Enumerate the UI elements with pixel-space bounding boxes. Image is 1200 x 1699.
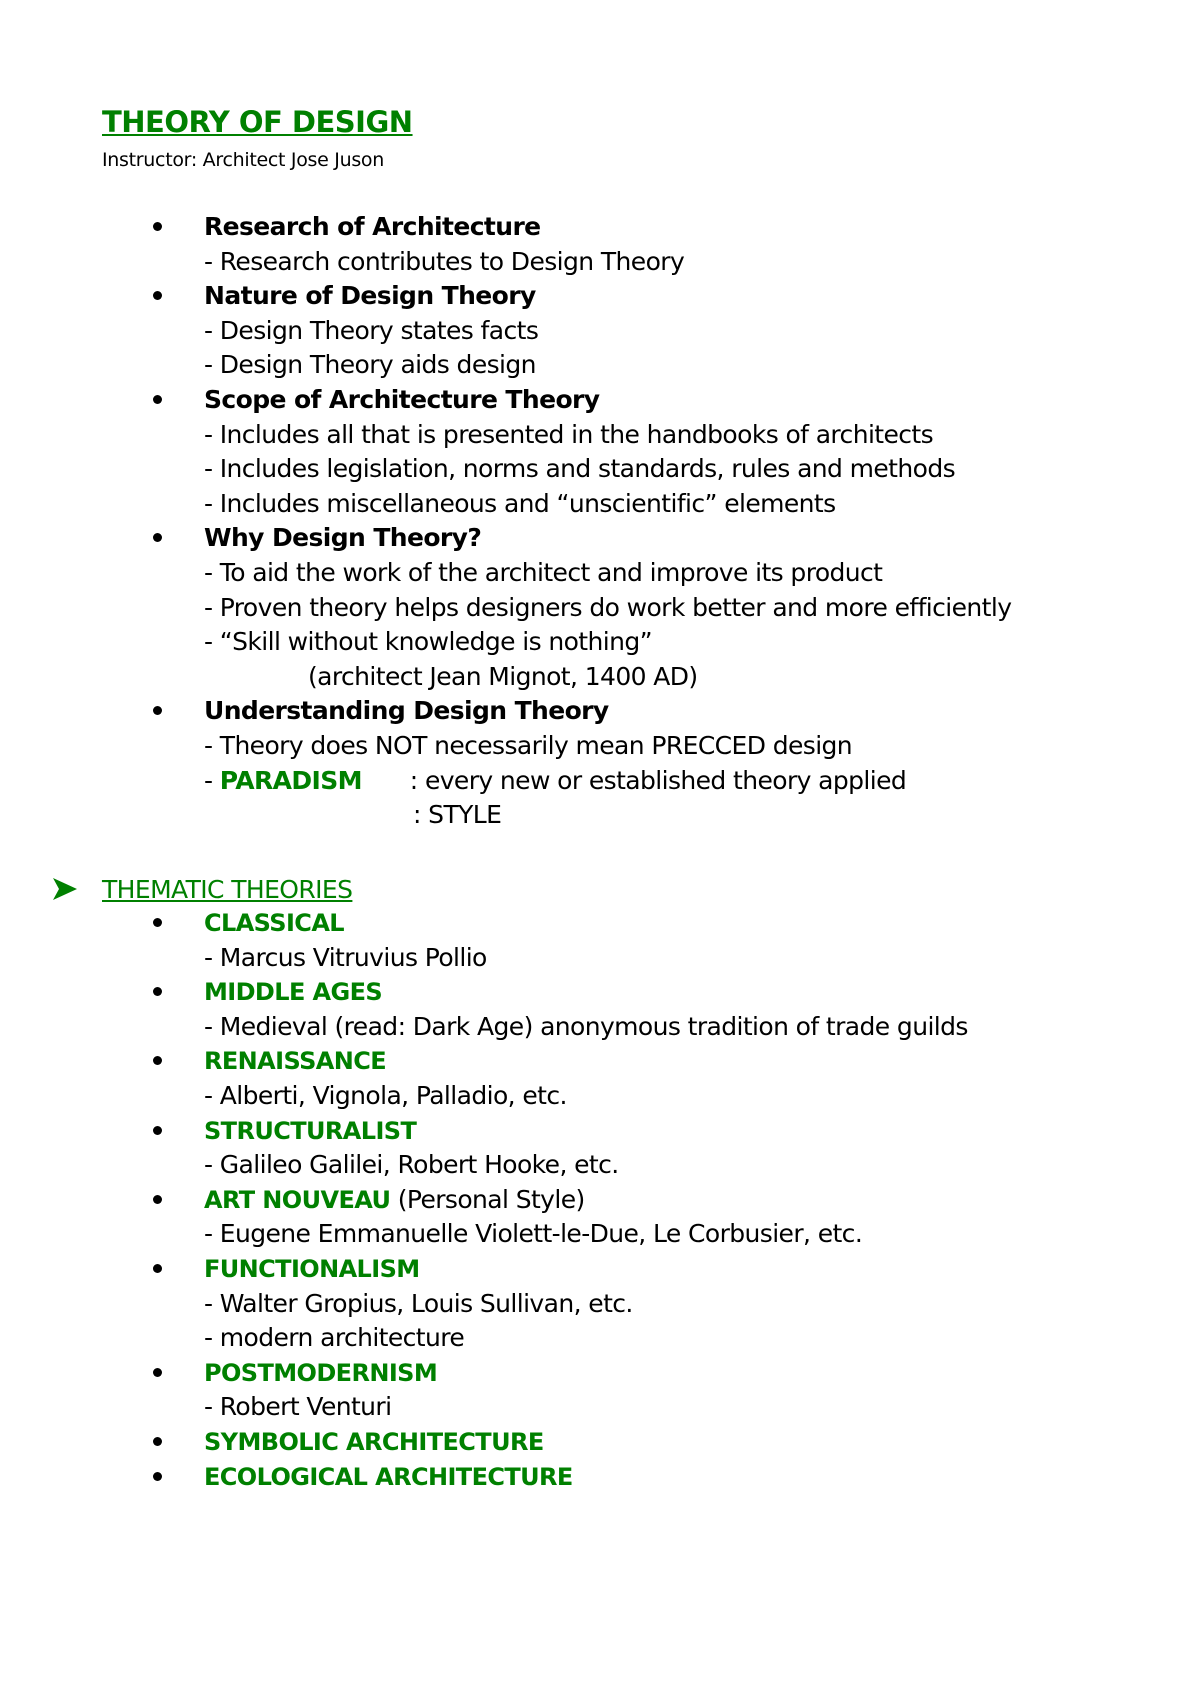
bullet-dot-icon xyxy=(153,1056,162,1065)
paradigm-term: PARADISM xyxy=(219,765,362,795)
list-item xyxy=(0,383,1200,521)
theme-note: - Marcus Vitruvius Pollio xyxy=(204,942,487,972)
theme-suffix: (Personal Style) xyxy=(390,1184,585,1214)
bullet-dot-icon xyxy=(153,918,162,927)
topic-note: - “Skill without knowledge is nothing” xyxy=(204,627,652,657)
topic-note: - Design Theory states facts xyxy=(204,315,539,345)
list-item xyxy=(0,1183,1200,1252)
arrowhead-icon xyxy=(52,876,78,902)
topic-note: - Theory does NOT necessarily mean PRECCED design xyxy=(204,730,853,760)
theme-heading-line xyxy=(204,1183,1200,1218)
list-item xyxy=(0,279,1200,383)
topic-heading: Scope of Architecture Theory xyxy=(204,384,600,414)
theme-note: - Robert Venturi xyxy=(204,1392,392,1422)
theme-note: - Medieval (read: Dark Age) anonymous tradition of trade guilds xyxy=(204,1011,968,1041)
theme-note: - Alberti, Vignola, Palladio, etc. xyxy=(204,1080,567,1110)
bullet-dot-icon xyxy=(153,533,162,542)
theme-list xyxy=(0,906,1200,1494)
bullet-dot-icon xyxy=(153,1368,162,1377)
theme-label: POSTMODERNISM xyxy=(204,1358,438,1387)
theme-label: MIDDLE AGES xyxy=(204,978,383,1007)
theme-label: SYMBOLIC ARCHITECTURE xyxy=(204,1427,544,1456)
topic-heading: Nature of Design Theory xyxy=(204,281,536,311)
theme-note: - Galileo Galilei, Robert Hooke, etc. xyxy=(204,1150,619,1180)
topic-note: - Includes all that is presented in the handbooks of architects xyxy=(204,419,934,449)
bullet-dot-icon xyxy=(153,1126,162,1135)
topic-list xyxy=(0,210,1200,833)
list-item xyxy=(0,1356,1200,1425)
topic-heading: Why Design Theory? xyxy=(204,523,482,553)
theme-label: STRUCTURALIST xyxy=(204,1116,417,1145)
bullet-dot-icon xyxy=(153,1264,162,1273)
bullet-dot-icon xyxy=(153,706,162,715)
paradigm-definition: : STYLE xyxy=(413,800,502,830)
theme-label: ART NOUVEAU xyxy=(204,1185,391,1214)
theme-note: - modern architecture xyxy=(204,1323,465,1353)
list-item xyxy=(0,1252,1200,1356)
list-item xyxy=(0,906,1200,975)
bullet-dot-icon xyxy=(153,987,162,996)
list-item xyxy=(0,1114,1200,1183)
theme-label: FUNCTIONALISM xyxy=(204,1254,420,1283)
bullet-dot-icon xyxy=(153,1195,162,1204)
thematic-title: THEMATIC THEORIES xyxy=(102,875,353,904)
paradigm-dash: - xyxy=(204,765,220,795)
theme-note: - Walter Gropius, Louis Sullivan, etc. xyxy=(204,1288,633,1318)
list-item xyxy=(0,975,1200,1044)
topic-note: - Includes legislation, norms and standards, rules and methods xyxy=(204,454,956,484)
bullet-dot-icon xyxy=(153,1472,162,1481)
thematic-section-header xyxy=(0,872,1200,908)
list-item xyxy=(0,521,1200,694)
list-item xyxy=(0,1044,1200,1113)
citation: (architect Jean Mignot, 1400 AD) xyxy=(308,661,698,691)
theme-label: CLASSICAL xyxy=(204,909,344,937)
list-item xyxy=(0,1460,1200,1495)
instructor-line: Instructor: Architect Jose Juson xyxy=(102,149,384,171)
list-item xyxy=(0,210,1200,279)
paradigm-definition: : every new or established theory applied xyxy=(409,765,907,795)
topic-heading: Understanding Design Theory xyxy=(204,696,609,726)
bullet-dot-icon xyxy=(153,291,162,300)
topic-note: - To aid the work of the architect and improve its product xyxy=(204,557,883,587)
list-item xyxy=(0,1425,1200,1460)
topic-note: - Research contributes to Design Theory xyxy=(204,246,685,276)
bullet-dot-icon xyxy=(153,1437,162,1446)
topic-heading: Research of Architecture xyxy=(204,212,541,241)
theme-note: - Eugene Emmanuelle Violett-le-Due, Le Corbusier, etc. xyxy=(204,1219,863,1249)
document-title: THEORY OF DESIGN xyxy=(102,105,413,139)
topic-note: - Design Theory aids design xyxy=(204,350,536,380)
paradigm-line xyxy=(204,764,1200,799)
theme-label: ECOLOGICAL ARCHITECTURE xyxy=(204,1462,573,1491)
topic-note: - Includes miscellaneous and “unscientific” elements xyxy=(204,488,836,518)
bullet-dot-icon xyxy=(153,222,162,231)
theme-label: RENAISSANCE xyxy=(204,1047,387,1076)
list-item xyxy=(0,694,1200,832)
bullet-dot-icon xyxy=(153,395,162,404)
topic-note: - Proven theory helps designers do work better and more efficiently xyxy=(204,592,1012,622)
